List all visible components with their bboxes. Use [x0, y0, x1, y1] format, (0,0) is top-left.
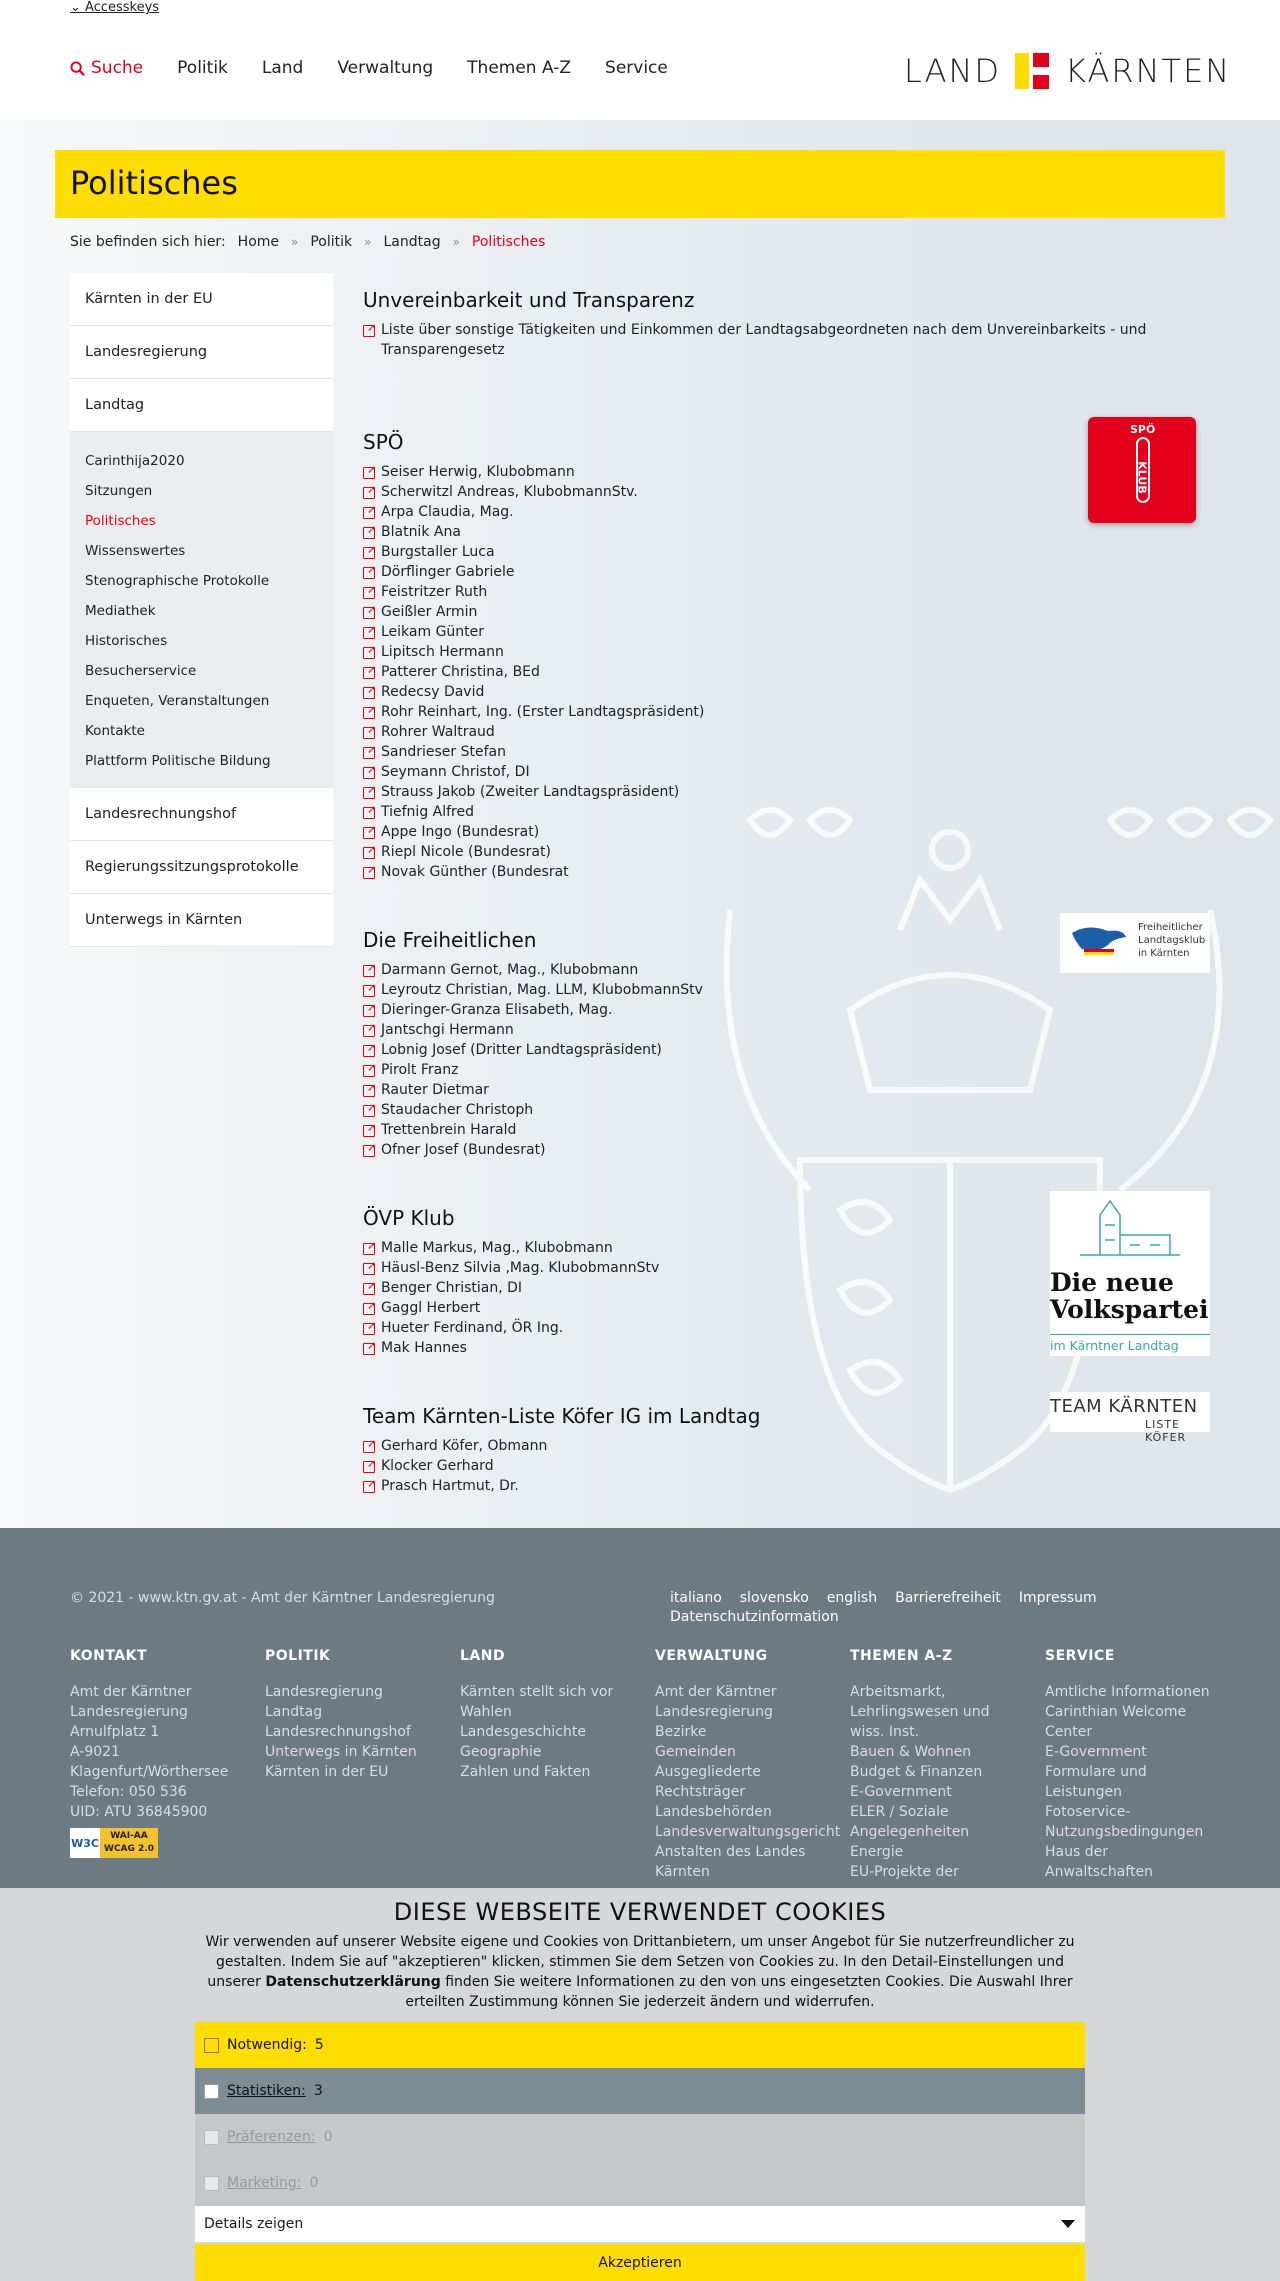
external-link-icon [363, 865, 376, 878]
sidebar-sub-enqueten[interactable]: Enqueten, Veranstaltungen [85, 693, 270, 709]
breadcrumb-current: Politisches [471, 234, 546, 250]
cookie-accept-button[interactable]: Akzeptieren [195, 2244, 1085, 2281]
site-logo[interactable]: LAND KÄRNTEN [904, 52, 1232, 90]
footer-link-italiano[interactable]: italiano [670, 1590, 722, 1606]
external-link-icon [363, 1143, 376, 1156]
footer-link[interactable]: Carinthian Welcome [1045, 1704, 1187, 1720]
external-link-icon [363, 785, 376, 798]
list-item[interactable]: ➚ Leikam Günter [363, 622, 704, 642]
list-item[interactable]: ➚ Darmann Gernot, Mag., Klubobmann [363, 960, 703, 980]
footer-link: Arnulfplatz 1 [70, 1724, 160, 1740]
external-link-icon [363, 1321, 376, 1334]
fpoe-eagle-icon [1068, 923, 1128, 959]
footer-link[interactable]: Gemeinden [655, 1744, 736, 1760]
list-item[interactable]: ➚ Trettenbrein Harald [363, 1120, 703, 1140]
footer-col-themen: THEMEN A-Z Arbeitsmarkt, Lehrlingswesen und wiss. Inst. Bauen & Wohnen Budget & Finanzen E-Government ELER / Soziale Angelegenheiten Energie EU-Projekte der [850, 1648, 1030, 1882]
privacy-policy-link[interactable]: Datenschutzerklärung [265, 1974, 441, 1990]
list-item[interactable]: ➚ Burgstaller Luca [363, 542, 704, 562]
spoe-klub-logo[interactable]: SPÖ KLUB [1088, 417, 1196, 523]
footer-link: UID: ATU 36845900 [70, 1804, 208, 1820]
sidebar-sub-protokolle[interactable]: Stenographische Protokolle [85, 573, 270, 589]
external-link-icon [363, 1063, 376, 1076]
footer-link[interactable]: Fotoservice- [1045, 1804, 1131, 1820]
footer-link[interactable]: Formulare und [1045, 1764, 1147, 1780]
footer-link[interactable]: Landesrechnungshof [265, 1724, 411, 1740]
external-link-icon [363, 1123, 376, 1136]
section-title: Unvereinbarkeit und Transparenz [363, 288, 695, 312]
footer-link[interactable]: Haus der [1045, 1844, 1108, 1860]
footer-link[interactable]: Kärnten [655, 1864, 710, 1880]
sidebar-item-unterwegs[interactable]: Unterwegs in Kärnten [70, 894, 333, 947]
list-item[interactable]: ➚ Tiefnig Alfred [363, 802, 704, 822]
list-item[interactable]: ➚ Liste über sonstige Tätigkeiten und Einkommen der Landtagsabgeordneten nach dem Unvereinbarkeits - und Transparengesetz [363, 320, 1183, 360]
list-item[interactable]: ➚ Seiser Herwig, Klubobmann [363, 462, 704, 482]
footer-link-slovensko[interactable]: slovensko [739, 1590, 809, 1606]
copyright: © 2021 - www.ktn.gv.at - Amt der Kärntner Landesregierung [70, 1590, 495, 1606]
external-link-icon [363, 1043, 376, 1056]
cookie-category-marketing[interactable]: Marketing: 0 [195, 2160, 1085, 2206]
footer-col-land: LAND Kärnten stellt sich vor Wahlen Landesgeschichte Geographie Zahlen und Fakten [460, 1648, 640, 1782]
footer-link[interactable]: Kärnten stellt sich vor [460, 1684, 614, 1700]
section-title: SPÖ [363, 430, 404, 454]
checkbox-icon[interactable] [204, 2176, 219, 2191]
footer-link[interactable]: Anwaltschaften [1045, 1864, 1153, 1880]
nav-verwaltung[interactable]: Verwaltung [337, 58, 434, 78]
list-item[interactable]: ➚ Blatnik Ana [363, 522, 704, 542]
footer-link-datenschutz[interactable]: Datenschutzinformation [670, 1609, 839, 1625]
footer-link[interactable]: Anstalten des Landes [655, 1844, 806, 1860]
footer-link[interactable]: Amtliche Informationen [1045, 1684, 1210, 1700]
accesskeys-link[interactable]: ⌄ Accesskeys [70, 0, 160, 15]
cookie-category-statistics[interactable]: Statistiken: 3 [195, 2068, 1085, 2114]
list-item[interactable]: ➚ Gaggl Herbert [363, 1298, 659, 1318]
footer-link[interactable]: Center [1045, 1724, 1093, 1740]
external-link-icon [363, 465, 376, 478]
breadcrumb: Sie befinden sich hier: Home » Politik » Landtag » Politisches [70, 234, 546, 250]
caret-down-icon [1061, 2220, 1075, 2228]
footer-link[interactable]: Leistungen [1045, 1784, 1122, 1800]
list-item[interactable]: ➚ Geißler Armin [363, 602, 704, 622]
section-oevp [363, 1206, 659, 1358]
list-item[interactable]: ➚ Prasch Hartmut, Dr. [363, 1476, 760, 1496]
party-member-list [363, 1436, 760, 1496]
coat-flag-icon [1015, 53, 1051, 89]
checkbox-icon [204, 2038, 219, 2053]
list-item[interactable]: ➚ Staudacher Christoph [363, 1100, 703, 1120]
footer-link[interactable]: Lehrlingswesen und [850, 1704, 990, 1720]
external-link-icon [363, 745, 376, 758]
footer-links [670, 1590, 1130, 1625]
external-link-icon [363, 1083, 376, 1096]
sidebar-item-landtag[interactable]: Landtag [70, 379, 333, 432]
external-link-icon [363, 825, 376, 838]
site-footer [0, 1528, 1280, 1888]
footer-link[interactable]: Bezirke [655, 1724, 707, 1740]
external-link-icon [363, 1241, 376, 1254]
external-link-icon [363, 605, 376, 618]
footer-link[interactable]: Landtag [265, 1704, 323, 1720]
search-button[interactable]: Suche [70, 58, 143, 78]
chevron-down-icon: ⌄ [70, 0, 81, 15]
breadcrumb-landtag[interactable]: Landtag [383, 234, 441, 250]
footer-link[interactable]: Landesregierung [265, 1684, 383, 1700]
footer-link[interactable]: Angelegenheiten [850, 1824, 970, 1840]
footer-link[interactable]: Budget & Finanzen [850, 1764, 983, 1780]
external-link-icon [363, 1301, 376, 1314]
list-item[interactable]: ➚ Gerhard Köfer, Obmann [363, 1436, 760, 1456]
external-link-icon [363, 1479, 376, 1492]
list-item[interactable]: ➚ Redecsy David [363, 682, 704, 702]
footer-link[interactable]: Unterwegs in Kärnten [265, 1744, 417, 1760]
list-item[interactable]: ➚ Mak Hannes [363, 1338, 659, 1358]
breadcrumb-home[interactable]: Home [237, 234, 280, 250]
footer-link[interactable]: Landesgeschichte [460, 1724, 586, 1740]
accessibility-badge[interactable]: W3C WAI-AA WCAG 2.0 [70, 1828, 158, 1858]
external-link-icon [363, 765, 376, 778]
footer-link[interactable]: wiss. Inst. [850, 1724, 920, 1740]
external-link-icon [363, 645, 376, 658]
footer-link[interactable]: EU-Projekte der [850, 1864, 959, 1880]
landhaus-icon [1060, 1195, 1200, 1261]
external-link-icon [363, 1341, 376, 1354]
footer-link[interactable]: Arbeitsmarkt, [850, 1684, 946, 1700]
external-link-icon [363, 1103, 376, 1116]
list-item[interactable]: ➚ Patterer Christina, BEd [363, 662, 704, 682]
list-item[interactable]: ➚ Leyroutz Christian, Mag. LLM, KlubobmannStv [363, 980, 703, 1000]
checkbox-icon[interactable] [204, 2084, 219, 2099]
page-title: Politisches [70, 164, 238, 202]
cookie-title: DIESE WEBSEITE VERWENDET COOKIES [393, 1898, 887, 1926]
sidebar [70, 273, 333, 947]
list-item[interactable]: ➚ Ofner Josef (Bundesrat) [363, 1140, 703, 1160]
sidebar-sub-besucherservice[interactable]: Besucherservice [85, 663, 197, 679]
footer-link[interactable]: Bauen & Wohnen [850, 1744, 972, 1760]
nav-land[interactable]: Land [261, 58, 304, 78]
external-link-icon [363, 585, 376, 598]
list-item[interactable]: ➚ Feistritzer Ruth [363, 582, 704, 602]
footer-link[interactable]: Nutzungsbedingungen [1045, 1824, 1204, 1840]
footer-link[interactable]: Landesbehörden [655, 1804, 772, 1820]
page-title-bar [55, 150, 1225, 218]
breadcrumb-politik[interactable]: Politik [310, 234, 353, 250]
external-link-icon [363, 845, 376, 858]
cookie-details-toggle[interactable]: Details zeigen [195, 2206, 1085, 2242]
sidebar-submenu [70, 432, 333, 788]
list-item[interactable]: ➚ Rohr Reinhart, Ing. (Erster Landtagspräsident) [363, 702, 704, 722]
footer-link[interactable]: Geographie [460, 1744, 542, 1760]
list-item[interactable]: ➚ Jantschgi Hermann [363, 1020, 703, 1040]
party-member-list [363, 462, 704, 882]
footer-link: Landesregierung [70, 1704, 188, 1720]
external-link-icon [363, 525, 376, 538]
external-link-icon [363, 565, 376, 578]
team-kaernten-logo[interactable]: TEAM KÄRNTEN LISTE KÖFER [1050, 1392, 1210, 1432]
external-link-icon [363, 545, 376, 558]
sidebar-sub-wissenswertes[interactable]: Wissenswertes [85, 543, 186, 559]
list-item[interactable]: ➚ Scherwitzl Andreas, KlubobmannStv. [363, 482, 704, 502]
site-header [0, 0, 1280, 120]
list-item[interactable]: ➚ Strauss Jakob (Zweiter Landtagspräsident) [363, 782, 704, 802]
sidebar-item-landesrechnungshof[interactable]: Landesrechnungshof [70, 788, 333, 841]
footer-col-verwaltung: VERWALTUNG Amt der Kärntner Landesregierung Bezirke Gemeinden Ausgegliederte Rechtsträger Landesbehörden Landesverwaltungsgericht Anstalten des Landes Kärnten [655, 1648, 841, 1880]
list-item[interactable]: ➚ Klocker Gerhard [363, 1456, 760, 1476]
sidebar-sub-carinthija[interactable]: Carinthija2020 [85, 453, 185, 469]
external-link-icon [363, 1023, 376, 1036]
footer-link[interactable]: Wahlen [460, 1704, 512, 1720]
sidebar-sub-politisches[interactable]: Politisches [85, 513, 156, 529]
footer-link: Telefon: 050 536 [70, 1784, 187, 1800]
section-fpoe [363, 928, 703, 1160]
main-nav [70, 58, 668, 78]
sidebar-sub-kontakte[interactable]: Kontakte [85, 723, 145, 739]
list-item[interactable]: ➚ Dörflinger Gabriele [363, 562, 704, 582]
nav-themen[interactable]: Themen A-Z [467, 58, 572, 78]
external-link-icon [363, 323, 376, 336]
external-link-icon [363, 983, 376, 996]
footer-link: Amt der Kärntner [70, 1684, 192, 1700]
fpoe-klub-logo[interactable]: Freiheitlicher Landtagsklub in Kärnten [1060, 913, 1210, 973]
list-item[interactable]: ➚ Lobnig Josef (Dritter Landtagspräsident) [363, 1040, 703, 1060]
section-title: ÖVP Klub [363, 1206, 455, 1230]
footer-link-impressum[interactable]: Impressum [1018, 1590, 1097, 1606]
footer-link[interactable]: Landesverwaltungsgericht [655, 1824, 841, 1840]
external-link-icon [363, 805, 376, 818]
section-title: Team Kärnten-Liste Köfer IG im Landtag [363, 1404, 761, 1428]
list-item[interactable]: ➚ Benger Christian, DI [363, 1278, 659, 1298]
chevron-right-icon: » [291, 235, 299, 249]
party-member-list [363, 960, 703, 1160]
footer-link-english[interactable]: english [826, 1590, 878, 1606]
sidebar-sub-mediathek[interactable]: Mediathek [85, 603, 156, 619]
external-link-icon [363, 505, 376, 518]
list-item[interactable]: ➚ Sandrieser Stefan [363, 742, 704, 762]
list-item[interactable]: ➚ Lipitsch Hermann [363, 642, 704, 662]
sidebar-item-eu[interactable]: Kärnten in der EU [70, 273, 333, 326]
list-item[interactable]: ➚ Pirolt Franz [363, 1060, 703, 1080]
footer-link[interactable]: Kärnten in der EU [265, 1764, 389, 1780]
footer-link[interactable]: Rechtsträger [655, 1784, 746, 1800]
list-item[interactable]: ➚ Häusl-Benz Silvia ,Mag. KlubobmannStv [363, 1258, 659, 1278]
chevron-right-icon: » [364, 235, 372, 249]
search-icon [70, 61, 85, 76]
list-item[interactable]: ➚ Appe Ingo (Bundesrat) [363, 822, 704, 842]
list-item[interactable]: ➚ Rohrer Waltraud [363, 722, 704, 742]
list-item[interactable]: ➚ Novak Günther (Bundesrat [363, 862, 704, 882]
external-link-icon [363, 485, 376, 498]
footer-link[interactable]: Ausgegliederte [655, 1764, 761, 1780]
footer-col-service: SERVICE Amtliche Informationen Carinthian Welcome Center E-Government Formulare und Leistungen Fotoservice- Nutzungsbedingungen Haus der Anwaltschaften [1045, 1648, 1225, 1882]
footer-link[interactable]: E-Government [1045, 1744, 1147, 1760]
footer-link[interactable]: ELER / Soziale [850, 1804, 949, 1820]
list-item[interactable]: ➚ Riepl Nicole (Bundesrat) [363, 842, 704, 862]
cookie-text: Wir verwenden auf unserer Website eigene und Cookies von Drittanbietern, um unser Angebot für Sie nutzerfreundlicher zu gestalten. Indem Sie auf "akzeptieren" klicken, stimmen Sie dem Setzen von Cookies zu. In den Detail-Einstellungen und unserer Datenschutzerklärung finden Sie weitere Informationen zu den von uns eingesetzten Cookies. Die Auswahl Ihrer erteilten Zustimmung können Sie jederzeit ändern und widerrufen. [205, 1934, 1075, 2010]
section-transparenz [363, 288, 1183, 360]
footer-link[interactable]: E-Government [850, 1784, 952, 1800]
list-item[interactable]: ➚ Dieringer-Granza Elisabeth, Mag. [363, 1000, 703, 1020]
external-link-icon [363, 625, 376, 638]
list-item[interactable]: ➚ Malle Markus, Mag., Klubobmann [363, 1238, 659, 1258]
party-member-list [363, 1238, 659, 1358]
footer-link[interactable]: Energie [850, 1844, 904, 1860]
footer-col-kontakt: KONTAKT Amt der Kärntner Landesregierung Arnulfplatz 1 A-9021 Klagenfurt/Wörthersee Telefon: 050 536 UID: ATU 36845900 [70, 1648, 250, 1822]
sidebar-item-landesregierung[interactable]: Landesregierung [70, 326, 333, 379]
section-team-kaernten [363, 1404, 760, 1496]
sidebar-sub-bildung[interactable]: Plattform Politische Bildung [85, 753, 271, 769]
external-link-icon [363, 1281, 376, 1294]
footer-link: Klagenfurt/Wörthersee [70, 1764, 229, 1780]
footer-link[interactable]: Amt der Kärntner [655, 1684, 777, 1700]
external-link-icon [363, 1439, 376, 1452]
cookie-category-preferences[interactable]: Präferenzen: 0 [195, 2114, 1085, 2160]
chevron-right-icon: » [452, 235, 460, 249]
section-title: Die Freiheitlichen [363, 928, 537, 952]
external-link-icon [363, 1459, 376, 1472]
section-spoe [363, 430, 704, 882]
list-item[interactable]: ➚ Rauter Dietmar [363, 1080, 703, 1100]
list-item[interactable]: ➚ Hueter Ferdinand, ÖR Ing. [363, 1318, 659, 1338]
sidebar-sub-historisches[interactable]: Historisches [85, 633, 168, 649]
list-item[interactable]: ➚ Seymann Christof, DI [363, 762, 704, 782]
footer-link-barrierefreiheit[interactable]: Barrierefreiheit [895, 1590, 1001, 1606]
external-link-icon [363, 685, 376, 698]
external-link-icon [363, 705, 376, 718]
external-link-icon [363, 963, 376, 976]
external-link-icon [363, 1261, 376, 1274]
list-item[interactable]: ➚ Arpa Claudia, Mag. [363, 502, 704, 522]
sidebar-sub-sitzungen[interactable]: Sitzungen [85, 483, 153, 499]
nav-politik[interactable]: Politik [177, 58, 228, 78]
footer-link: A-9021 [70, 1744, 120, 1760]
footer-link[interactable]: Landesregierung [655, 1704, 773, 1720]
sidebar-item-protokolle[interactable]: Regierungssitzungsprotokolle [70, 841, 333, 894]
external-link-icon [363, 1003, 376, 1016]
nav-service[interactable]: Service [605, 58, 668, 78]
footer-link[interactable]: Zahlen und Fakten [460, 1764, 591, 1780]
footer-col-politik: POLITIK Landesregierung Landtag Landesrechnungshof Unterwegs in Kärnten Kärnten in der EU [265, 1648, 445, 1782]
checkbox-icon[interactable] [204, 2130, 219, 2145]
oevp-klub-logo[interactable]: Die neue Volkspartei im Kärntner Landtag [1050, 1191, 1210, 1356]
external-link-icon [363, 665, 376, 678]
external-link-icon [363, 725, 376, 738]
cookie-category-necessary[interactable]: Notwendig: 5 [195, 2022, 1085, 2068]
